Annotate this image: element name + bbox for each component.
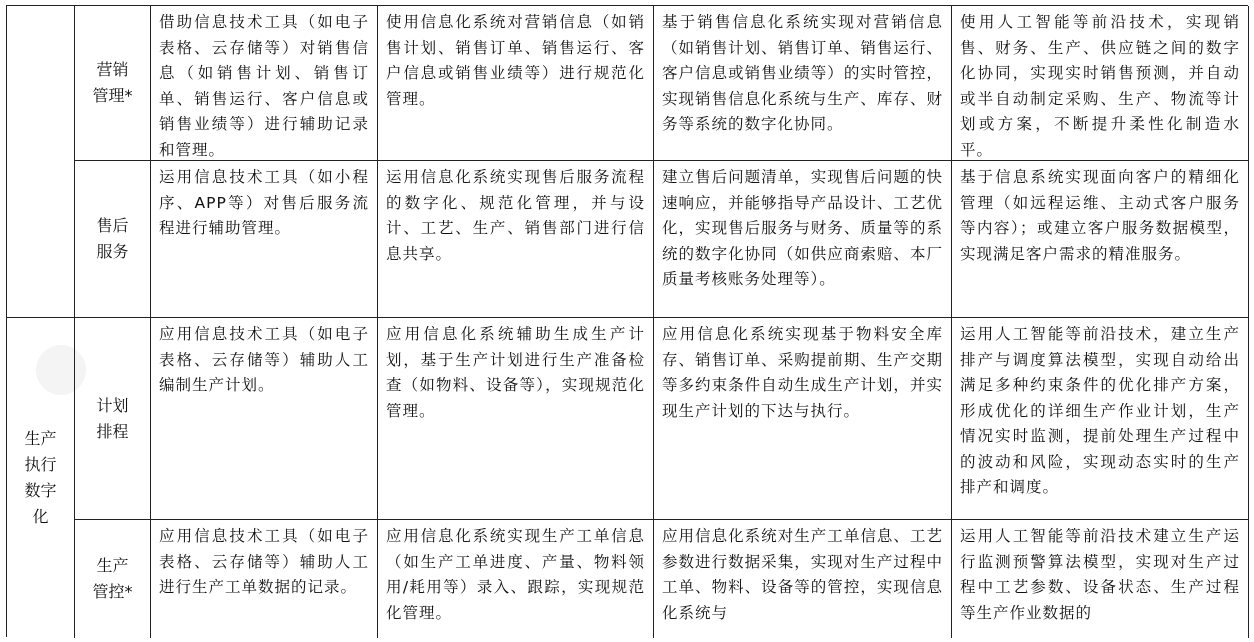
level-4-cell: 运用人工智能等前沿技术建立生产运行监测预警算法模型，实现对生产过程中工艺参数、设备状态、生产过程等生产作业数据的: [952, 520, 1249, 638]
level-4-cell: 使用人工智能等前沿技术，实现销售、财务、生产、供应链之间的数字化协同，实现实时销售预测，并自动或半自动制定采购、生产、物流等计划或方案，不断提升柔性化制造水平。: [952, 6, 1249, 161]
level-2-cell: 使用信息化系统对营销信息（如销售计划、销售订单、销售运行、客户信息或销售业绩等）进行规范化管理。: [378, 6, 654, 161]
level-2-cell: 应用信息化系统辅助生成生产计划，基于生产计划进行生产准备检查（如物料、设备等），实现规范化管理。: [378, 318, 654, 520]
capability-table: [6, 5, 1248, 637]
level-1-cell: 借助信息技术工具（如电子表格、云存储等）对销售信息（如销售计划、销售订单、销售运行、客户信息或销售业绩等）进行辅助记录和管理。: [151, 6, 378, 161]
level-3-cell: 应用信息化系统实现基于物料安全库存、销售订单、采购提前期、生产交期等多约束条件自动生成生产计划，并实现生产计划的下达与执行。: [654, 318, 952, 520]
category-cell-top: [7, 6, 75, 318]
level-3-cell: 建立售后问题清单，实现售后问题的快速响应，并能够指导产品设计、工艺优化，实现售后服务与财务、质量等的系统的数字化协同（如供应商索赔、本厂质量考核账务处理等）。: [654, 161, 952, 318]
category-label: 生产执行数字化: [24, 429, 57, 526]
row-label-cell: [75, 161, 151, 318]
level-3-cell: 应用信息化系统对生产工单信息、工艺参数进行数据采集，实现对生产过程中工单、物料、设备等的管控，实现信息化系统与: [654, 520, 952, 638]
category-cell: [7, 318, 75, 638]
row-label: 生产管控*: [92, 556, 133, 601]
level-4-cell: 基于信息系统实现面向客户的精细化管理（如远程运维、主动式客户服务等内容）；或建立客户服务数据模型，实现满足客户需求的精准服务。: [952, 161, 1249, 318]
level-2-cell: 应用信息化系统实现生产工单信息（如生产工单进度、产量、物料领用/耗用等）录入、跟踪，实现规范化管理。: [378, 520, 654, 638]
level-1-cell: 应用信息技术工具（如电子表格、云存储等）辅助人工编制生产计划。: [151, 318, 378, 520]
row-label-cell: [75, 318, 151, 520]
row-label: 营销管理*: [92, 60, 133, 105]
level-3-cell: 基于销售信息化系统实现对营销信息（如销售计划、销售订单、销售运行、客户信息或销售业绩等）的实时管控，实现销售信息化系统与生产、库存、财务等系统的数字化协同。: [654, 6, 952, 161]
level-2-cell: 运用信息化系统实现售后服务流程的数字化、规范化管理，并与设计、工艺、生产、销售部门进行信息共享。: [378, 161, 654, 318]
level-4-cell: 运用人工智能等前沿技术，建立生产排产与调度算法模型，实现自动给出满足多种约束条件的优化排产方案，形成优化的详细生产作业计划，生产情况实时监测，提前处理生产过程中的波动和风险，实现动态实时的生产排产和调度。: [952, 318, 1249, 520]
row-label: 计划排程: [96, 395, 129, 441]
row-label: 售后服务: [96, 216, 129, 261]
row-label-cell: [75, 520, 151, 638]
row-label-cell: [75, 6, 151, 161]
level-1-cell: 运用信息技术工具（如小程序、APP等）对售后服务流程进行辅助管理。: [151, 161, 378, 318]
level-1-cell: 应用信息技术工具（如电子表格、云存储等）辅助人工进行生产工单数据的记录。: [151, 520, 378, 638]
